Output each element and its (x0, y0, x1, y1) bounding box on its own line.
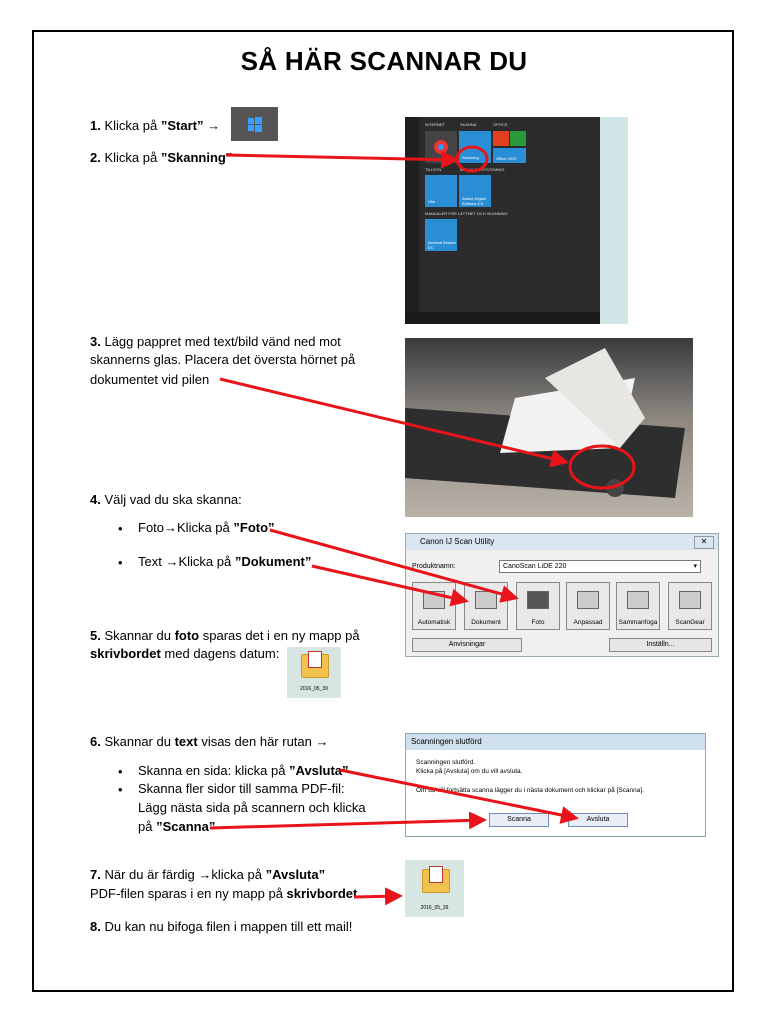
button-label: Foto (531, 619, 545, 626)
folder-caption: 2016_05_39 (300, 686, 328, 692)
step-3-line-3: dokumentet vid pilen (90, 372, 210, 387)
close-icon[interactable]: ✕ (694, 536, 714, 549)
step-6: 6. Skannar du text visas den här rutan → (90, 734, 329, 749)
highlight-circle (457, 147, 487, 171)
bullet-icon: • (118, 782, 123, 797)
step-6-bullet-2-line-3: på ”Scanna” (138, 819, 216, 834)
highlight-circle (570, 446, 634, 488)
arrow-to-avsluta (340, 770, 576, 818)
group-header: INTERNET (425, 122, 445, 127)
product-label: Produktnamn: (412, 563, 456, 570)
arrow-to-scanner-corner (220, 379, 566, 462)
page-title: SÅ HÄR SCANNAR DU (240, 46, 528, 76)
group-header: BOK ALAN SYSTEMING (460, 167, 505, 172)
step-3-line-2: skannerns glas. Placera det översta hörnet på (90, 352, 356, 367)
folder-caption: 2016_05_39 (420, 905, 449, 911)
group-header: TILLSYN (425, 167, 442, 172)
scanna-button[interactable]: Scanna (489, 813, 549, 827)
tile-label: Vita (428, 199, 435, 204)
step-4-bullet-text: Text →Klicka på ”Dokument” (138, 554, 312, 569)
tile-label: Office 2019 (496, 156, 517, 161)
button-label: ScanGear (675, 619, 705, 626)
group-header: MANUALER FÖR LÄTTHET OCH SKANNING (425, 211, 508, 216)
chevron-down-icon: ▾ (693, 563, 697, 570)
step-4-bullet-foto: Foto→Klicka på ”Foto” (138, 520, 275, 535)
window-titlebar: Canon IJ Scan Utility (406, 534, 718, 550)
step-8: 8. Du kan nu bifoga filen i mappen till ett mail! (90, 919, 353, 934)
arrow-to-dokument (312, 566, 466, 601)
step-3: 3. Lägg pappret med text/bild vänd ned mot (90, 334, 341, 349)
tile-label: Adobe Digital Editions 4.5 (462, 196, 486, 206)
bullet-icon: • (118, 555, 123, 570)
button-label: Dokument (471, 619, 501, 626)
step-7-line-2: PDF-filen sparas i en ny mapp på skrivbordet (90, 886, 358, 901)
step-5: 5. Skannar du foto sparas det i en ny mapp på (90, 628, 360, 643)
step-6-bullet-1: Skanna en sida: klicka på ”Avsluta” (138, 763, 349, 778)
arrow-to-foto (270, 530, 516, 598)
step-1: 1. Klicka på ”Start” → (90, 118, 221, 133)
step-5-line-2: skrivbordet med dagens datum: (90, 646, 280, 661)
tile-label: Skanning (462, 155, 479, 160)
dialog-text: Klicka på [Avsluta] om du vill avsluta. (416, 768, 523, 775)
bullet-icon: • (118, 521, 123, 536)
button-label: Anpassad (573, 619, 603, 626)
step-4: 4. Välj vad du ska skanna: (90, 492, 242, 507)
group-header: OFFICE (493, 122, 508, 127)
group-header: SKANNA (460, 122, 477, 127)
installningar-button[interactable]: Inställn... (609, 638, 712, 652)
dialog-text: Om du vill fortsätta scanna lägger du i nästa dokument och klickar på [Scanna]. (416, 787, 644, 794)
anvisningar-button[interactable]: Anvisningar (412, 638, 522, 652)
dialog-text: Scanningen slutförd. (416, 759, 476, 766)
button-label: Automatisk (417, 619, 451, 626)
arrow-to-scanna (210, 820, 484, 828)
dialog-titlebar: Scanningen slutförd (406, 734, 705, 750)
tile-label: Acrobat Reader DC (428, 240, 457, 250)
arrow-to-folder (354, 896, 400, 897)
step-6-bullet-2-line-2: Lägg nästa sida på scannern och klicka (138, 800, 366, 815)
step-2: 2. Klicka på ”Skanning” (90, 150, 233, 165)
bullet-icon: • (118, 764, 123, 779)
arrow-to-skanning (226, 155, 456, 160)
step-6-bullet-2: Skanna fler sidor till samma PDF-fil: (138, 781, 345, 796)
button-label: Sammanfoga (618, 619, 658, 626)
step-7: 7. När du är färdig →klicka på ”Avsluta” (90, 867, 326, 882)
product-select-value: CanoScan LiDE 220 (503, 563, 567, 570)
avsluta-button[interactable]: Avsluta (568, 813, 628, 827)
